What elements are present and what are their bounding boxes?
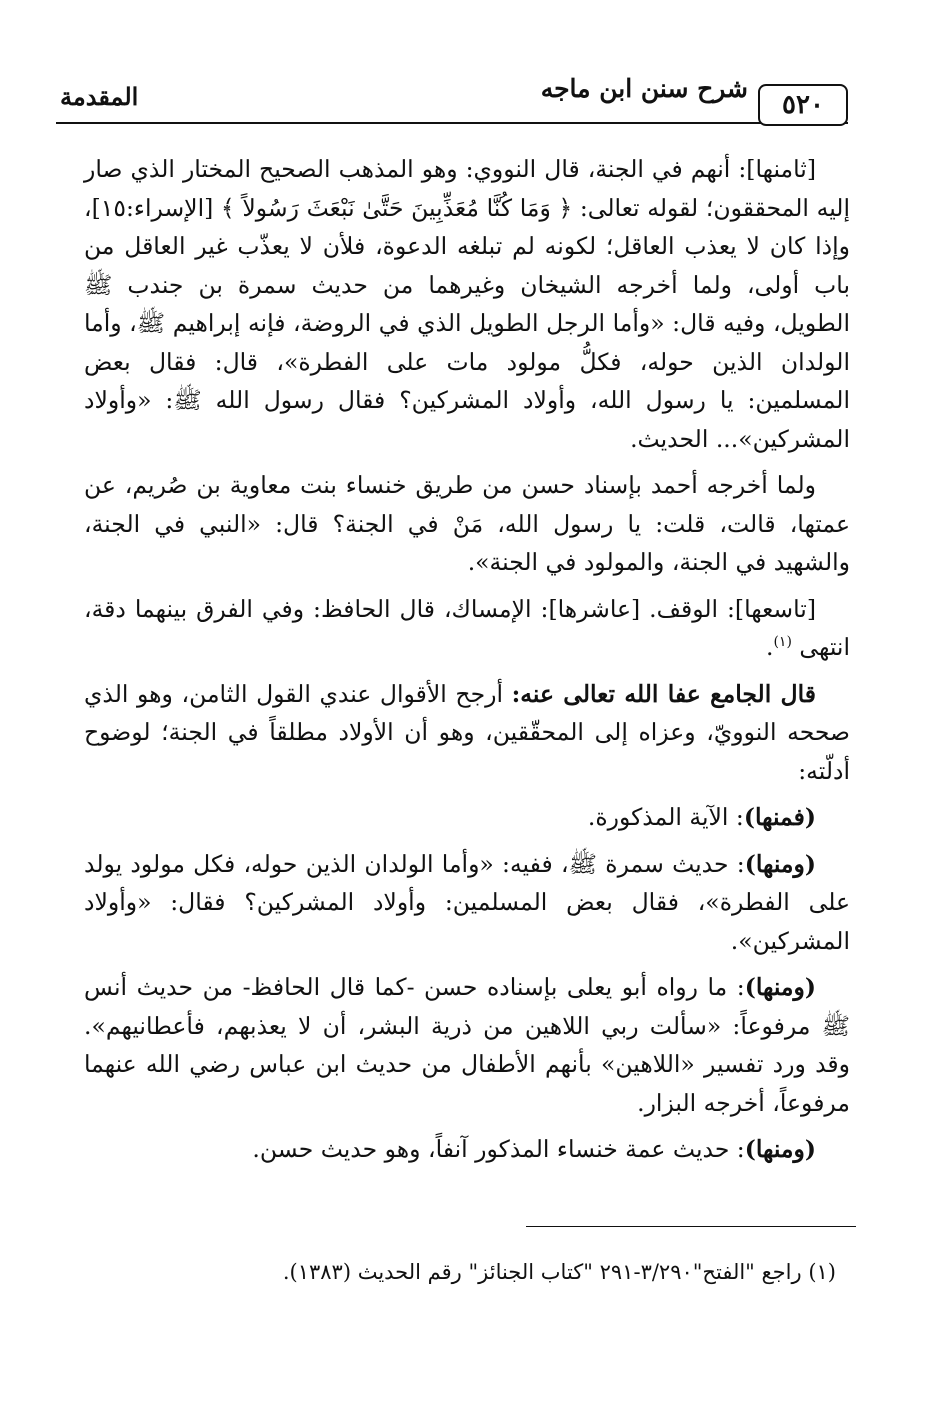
page-header <box>56 74 848 124</box>
evidence-text: : حديث عمة خنساء المذكور آنفاً، وهو حديث حسن. <box>252 1135 745 1163</box>
evidence-text: : ما رواه أبو يعلى بإسناده حسن -كما قال الحافظ- من حديث أنس ﷺ مرفوعاً: «سألت ربي اللاهين من ذرية البشر، أن لا يعذبهم، فأعطانيهم». وقد ورد تفسير «اللاهين» بأنهم الأطفال من حديث ابن عباس رضي الله عنهما مرفوعاً، أخرجه البزار. <box>84 973 850 1117</box>
footnote: (١) راجع "الفتح"٣/٢٩٠-٢٩١ "كتاب الجنائز" رقم الحديث (١٣٨٣). <box>282 1260 836 1284</box>
page-number: ٥٢٠ <box>758 84 848 126</box>
compiler-text: أرجح الأقوال عندي القول الثامن، وهو الذي صححه النوويّ، وعزاه إلى المحقّقين، وهو أن الأولاد مطلقاً في الجنة؛ لوضوح أدلّته: <box>84 679 850 785</box>
evidence-lead: (فمنها) <box>743 803 816 831</box>
evidence-text: : الآية المذكورة. <box>587 803 744 831</box>
paragraph-eighth-opinion: [ثامنها]: أنهم في الجنة، قال النووي: وهو المذهب الصحيح المختار الذي صار إليه المحققون؛ لقوله تعالى: ﴿ وَمَا كُنَّا مُعَذِّبِينَ حَتَّىٰ نَبْعَثَ رَسُولاً ﴾ [الإسراء:١٥]، وإذا كان لا يعذب العاقل؛ لكونه لم تبلغه الدعوة، فلأن لا يعذّب غير العاقل من باب أولى، ولما أخرجه الشيخان وغيرهما من حديث سمرة بن جندب ﷺ الطويل، وفيه قال: «وأما الرجل الطويل الذي في الروضة، فإنه إبراهيم ﷺ، وأما الولدان الذين حوله، فكلُّ مولود مات على الفطرة»، قال: فقال بعض المسلمين: يا رسول الله، وأولاد المشركين؟ فقال رسول الله ﷺ: «وأولاد المشركين»... الحديث. <box>84 155 850 453</box>
paragraph-compiler-note <box>84 675 850 791</box>
compiler-lead: قال الجامع عفا الله تعالى عنه: <box>511 679 816 708</box>
evidence-text: : حديث سمرة ﷺ، ففيه: «وأما الولدان الذين حوله، فكل مولود يولد على الفطرة»، فقال بعض المسلمين: وأولاد المشركين؟ فقال: «وأولاد المشركين». <box>84 849 850 955</box>
evidence-lead: (ومنها) <box>744 1135 816 1163</box>
paragraph-evidence-2 <box>84 845 850 961</box>
paragraph-ahmad-narration: ولما أخرجه أحمد بإسناد حسن من طريق خنساء بنت معاوية بن صُريم، عن عمتها، قالت، قلت: يا رسول الله، مَنْ في الجنة؟ قال: «النبي في الجنة، والشهيد في الجنة، والمولود في الجنة». <box>84 471 850 576</box>
section-title: المقدمة <box>60 82 139 111</box>
page-body <box>84 150 850 1177</box>
evidence-lead: (ومنها) <box>744 849 816 878</box>
header-rule <box>56 122 848 124</box>
paragraph-evidence-1 <box>84 798 850 837</box>
paragraph-evidence-4 <box>84 1130 850 1169</box>
paragraph-ninth-tenth-opinion <box>84 590 850 667</box>
paragraph-evidence-3 <box>84 968 850 1122</box>
footnote-ref: (١) <box>773 634 792 651</box>
evidence-lead: (ومنها) <box>744 973 816 1001</box>
footnote-separator <box>526 1226 856 1227</box>
paragraph-text: [تاسعها]: الوقف. [عاشرها]: الإمساك، قال الحافظ: وفي الفرق بينهما دقة، انتهى <box>84 594 850 661</box>
book-title: شرح سنن ابن ماجه <box>540 74 748 103</box>
paragraph-end: . <box>765 633 774 661</box>
